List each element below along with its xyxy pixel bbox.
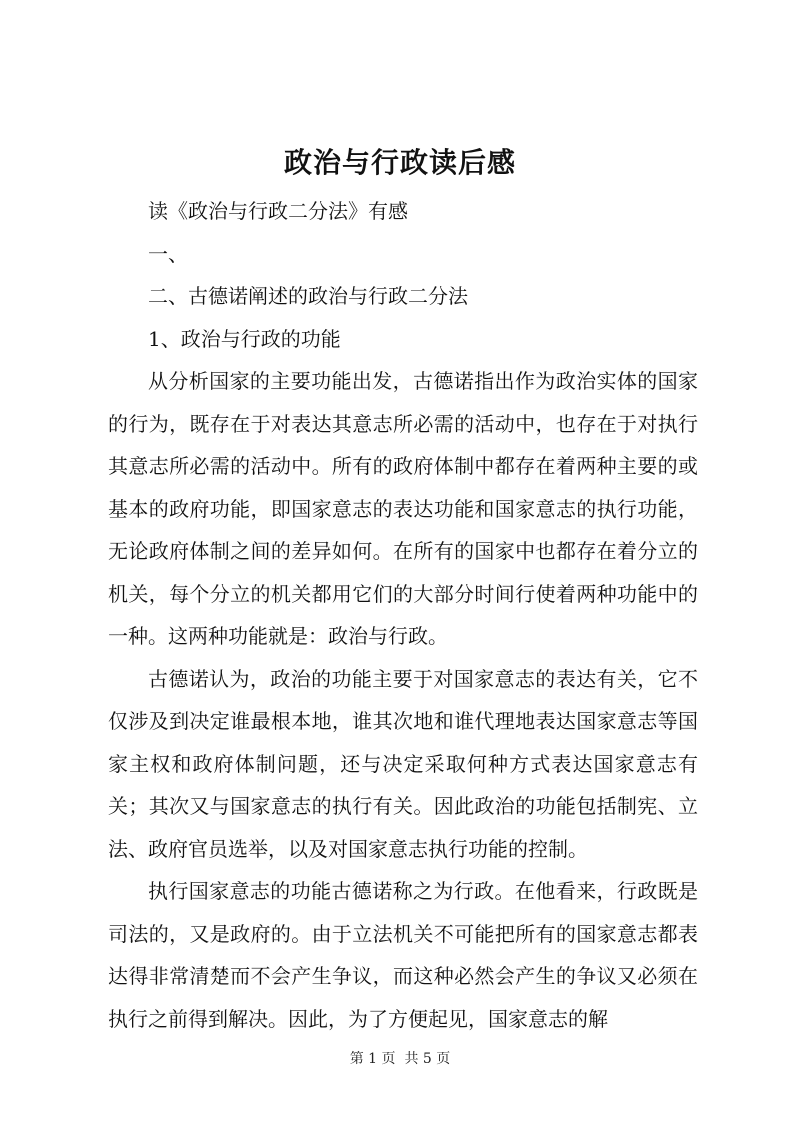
subtitle-line: 读《政治与行政二分法》有感 [148, 199, 408, 223]
section-heading-two: 二、古德诺阐述的政治与行政二分法 [148, 284, 468, 308]
body-paragraph: 从分析国家的主要功能出发，古德诺指出作为政治实体的国家的行为，既存在于对表达其意志所必需的活动中，也存在于对执行其意志所必需的活动中。所有的政府体制中都存在着两种主要的或基本的政府功能，即国家意志的表达功能和国家意志的执行功能，无论政府体制之间的差异如何。在所有的国家中也都存在着分立的机关，每个分立的机关都用它们的大部分时间行使着两种功能中的一种。这两种功能就是：政治与行政。 [108, 369, 698, 648]
section-heading-one: 一、 [148, 241, 188, 266]
page-number-label: 第 1 页 共 5 页 [349, 1051, 451, 1067]
subsection-heading: 1、政治与行政的功能 [148, 326, 341, 351]
body-paragraph: 执行国家意志的功能古德诺称之为行政。在他看来，行政既是司法的，又是政府的。由于立法机关不可能把所有的国家意志都表达得非常清楚而不会产生争议，而这种必然会产生的争议又必须在执行之前得到解决。因此，为了方便起见，国家意志的解 [108, 879, 698, 1031]
document-title: 政治与行政读后感 [283, 146, 516, 179]
document-body [108, 190, 698, 1040]
page-footer [0, 1049, 800, 1069]
body-paragraph: 古德诺认为，政治的功能主要于对国家意志的表达有关，它不仅涉及到决定谁最根本地，谁其次地和谁代理地表达国家意志等国家主权和政府体制问题，还与决定采取何种方式表达国家意志有关；其次又与国家意志的执行有关。因此政治的功能包括制宪、立法、政府官员选举，以及对国家意志执行功能的控制。 [108, 666, 698, 861]
